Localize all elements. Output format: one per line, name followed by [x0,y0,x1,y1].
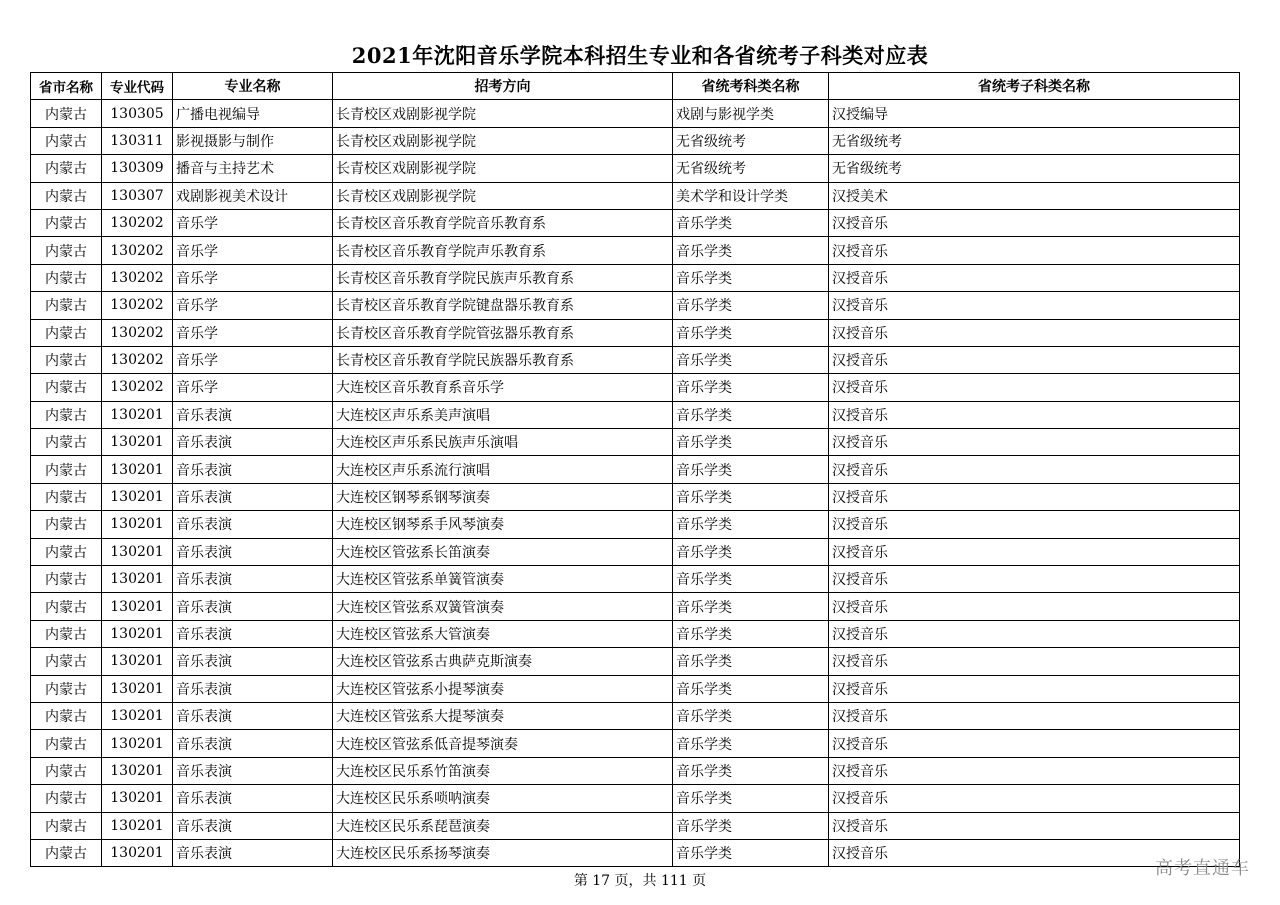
major-name-cell: 音乐表演 [173,785,333,812]
province-cell: 内蒙古 [31,593,102,620]
table-row [31,511,1240,538]
table-row [31,100,1240,127]
exam-subcategory-cell: 汉授音乐 [829,702,1240,729]
table-row [31,155,1240,182]
major-code-cell: 130202 [102,264,173,291]
major-code-cell: 130201 [102,401,173,428]
major-code-cell: 130309 [102,155,173,182]
direction-cell: 大连校区管弦系双簧管演奏 [333,593,673,620]
major-name-cell: 广播电视编导 [173,100,333,127]
direction-cell: 长青校区戏剧影视学院 [333,127,673,154]
major-code-cell: 130202 [102,346,173,373]
major-code-cell: 130201 [102,812,173,839]
admissions-table [30,72,1240,867]
major-code-cell: 130201 [102,483,173,510]
table-row [31,401,1240,428]
major-name-cell: 音乐学 [173,319,333,346]
province-cell: 内蒙古 [31,456,102,483]
table-row [31,182,1240,209]
header-exam-subcategory: 省统考子科类名称 [829,73,1240,100]
exam-category-cell: 音乐学类 [673,237,829,264]
exam-category-cell: 音乐学类 [673,401,829,428]
major-code-cell: 130201 [102,757,173,784]
exam-category-cell: 音乐学类 [673,429,829,456]
major-code-cell: 130201 [102,566,173,593]
table-row [31,702,1240,729]
province-cell: 内蒙古 [31,812,102,839]
direction-cell: 大连校区民乐系扬琴演奏 [333,839,673,866]
province-cell: 内蒙古 [31,401,102,428]
major-name-cell: 播音与主持艺术 [173,155,333,182]
exam-subcategory-cell: 汉授音乐 [829,730,1240,757]
exam-subcategory-cell: 汉授音乐 [829,675,1240,702]
province-cell: 内蒙古 [31,346,102,373]
province-cell: 内蒙古 [31,648,102,675]
table-row [31,429,1240,456]
major-code-cell: 130201 [102,785,173,812]
exam-subcategory-cell: 汉授美术 [829,182,1240,209]
major-name-cell: 影视摄影与制作 [173,127,333,154]
direction-cell: 长青校区音乐教育学院民族声乐教育系 [333,264,673,291]
exam-subcategory-cell: 汉授音乐 [829,456,1240,483]
exam-subcategory-cell: 汉授音乐 [829,757,1240,784]
major-code-cell: 130201 [102,702,173,729]
table-row [31,593,1240,620]
exam-category-cell: 音乐学类 [673,812,829,839]
table-body [31,100,1240,867]
direction-cell: 大连校区管弦系低音提琴演奏 [333,730,673,757]
major-code-cell: 130202 [102,319,173,346]
exam-subcategory-cell: 汉授音乐 [829,785,1240,812]
major-code-cell: 130201 [102,620,173,647]
province-cell: 内蒙古 [31,675,102,702]
document-title: 2021年沈阳音乐学院本科招生专业和各省统考子科类对应表 [351,43,929,68]
major-name-cell: 音乐学 [173,237,333,264]
exam-category-cell: 音乐学类 [673,319,829,346]
province-cell: 内蒙古 [31,702,102,729]
exam-category-cell: 音乐学类 [673,374,829,401]
province-cell: 内蒙古 [31,757,102,784]
exam-subcategory-cell: 汉授音乐 [829,237,1240,264]
direction-cell: 长青校区音乐教育学院键盘器乐教育系 [333,292,673,319]
direction-cell: 大连校区管弦系单簧管演奏 [333,566,673,593]
major-name-cell: 音乐表演 [173,730,333,757]
major-name-cell: 音乐表演 [173,593,333,620]
exam-subcategory-cell: 无省级统考 [829,155,1240,182]
province-cell: 内蒙古 [31,483,102,510]
exam-category-cell: 音乐学类 [673,839,829,866]
exam-category-cell: 音乐学类 [673,675,829,702]
table-row [31,209,1240,236]
exam-subcategory-cell: 汉授音乐 [829,511,1240,538]
province-cell: 内蒙古 [31,237,102,264]
major-code-cell: 130201 [102,675,173,702]
province-cell: 内蒙古 [31,127,102,154]
header-major-name: 专业名称 [173,73,333,100]
table-row [31,264,1240,291]
exam-subcategory-cell: 汉授音乐 [829,429,1240,456]
major-name-cell: 音乐学 [173,346,333,373]
direction-cell: 大连校区管弦系长笛演奏 [333,538,673,565]
major-code-cell: 130201 [102,511,173,538]
province-cell: 内蒙古 [31,182,102,209]
province-cell: 内蒙古 [31,839,102,866]
major-name-cell: 音乐表演 [173,483,333,510]
exam-category-cell: 音乐学类 [673,511,829,538]
table-row [31,620,1240,647]
province-cell: 内蒙古 [31,374,102,401]
major-name-cell: 音乐表演 [173,456,333,483]
major-name-cell: 音乐学 [173,209,333,236]
exam-category-cell: 音乐学类 [673,456,829,483]
major-code-cell: 130201 [102,839,173,866]
exam-category-cell: 戏剧与影视学类 [673,100,829,127]
major-name-cell: 音乐表演 [173,648,333,675]
province-cell: 内蒙古 [31,429,102,456]
major-name-cell: 音乐表演 [173,429,333,456]
exam-category-cell: 音乐学类 [673,730,829,757]
table-row [31,346,1240,373]
province-cell: 内蒙古 [31,511,102,538]
table-row [31,127,1240,154]
major-code-cell: 130201 [102,456,173,483]
exam-subcategory-cell: 汉授音乐 [829,264,1240,291]
province-cell: 内蒙古 [31,264,102,291]
header-major-code: 专业代码 [102,73,173,100]
major-code-cell: 130202 [102,374,173,401]
table-row [31,675,1240,702]
exam-subcategory-cell: 汉授音乐 [829,483,1240,510]
major-name-cell: 戏剧影视美术设计 [173,182,333,209]
exam-category-cell: 音乐学类 [673,785,829,812]
direction-cell: 长青校区音乐教育学院民族器乐教育系 [333,346,673,373]
direction-cell: 大连校区民乐系竹笛演奏 [333,757,673,784]
major-code-cell: 130202 [102,292,173,319]
table-row [31,237,1240,264]
table-row [31,785,1240,812]
exam-category-cell: 音乐学类 [673,483,829,510]
province-cell: 内蒙古 [31,730,102,757]
major-name-cell: 音乐表演 [173,702,333,729]
direction-cell: 大连校区管弦系小提琴演奏 [333,675,673,702]
major-code-cell: 130305 [102,100,173,127]
province-cell: 内蒙古 [31,155,102,182]
major-code-cell: 130307 [102,182,173,209]
exam-subcategory-cell: 汉授音乐 [829,374,1240,401]
province-cell: 内蒙古 [31,566,102,593]
table-row [31,319,1240,346]
exam-category-cell: 音乐学类 [673,538,829,565]
direction-cell: 大连校区民乐系唢呐演奏 [333,785,673,812]
exam-subcategory-cell: 汉授音乐 [829,593,1240,620]
province-cell: 内蒙古 [31,538,102,565]
direction-cell: 长青校区戏剧影视学院 [333,182,673,209]
major-code-cell: 130201 [102,593,173,620]
exam-subcategory-cell: 汉授音乐 [829,401,1240,428]
table-row [31,648,1240,675]
table-row [31,812,1240,839]
table-header-row [31,73,1240,100]
exam-category-cell: 音乐学类 [673,292,829,319]
exam-subcategory-cell: 汉授音乐 [829,209,1240,236]
direction-cell: 大连校区管弦系大管演奏 [333,620,673,647]
province-cell: 内蒙古 [31,319,102,346]
direction-cell: 长青校区音乐教育学院音乐教育系 [333,209,673,236]
direction-cell: 大连校区音乐教育系音乐学 [333,374,673,401]
exam-category-cell: 无省级统考 [673,127,829,154]
major-name-cell: 音乐学 [173,264,333,291]
direction-cell: 长青校区音乐教育学院声乐教育系 [333,237,673,264]
exam-subcategory-cell: 无省级统考 [829,127,1240,154]
exam-category-cell: 音乐学类 [673,648,829,675]
exam-subcategory-cell: 汉授音乐 [829,538,1240,565]
exam-category-cell: 音乐学类 [673,757,829,784]
exam-category-cell: 音乐学类 [673,209,829,236]
exam-category-cell: 音乐学类 [673,620,829,647]
exam-category-cell: 无省级统考 [673,155,829,182]
province-cell: 内蒙古 [31,785,102,812]
major-code-cell: 130201 [102,538,173,565]
table-row [31,730,1240,757]
direction-cell: 大连校区民乐系琵琶演奏 [333,812,673,839]
exam-subcategory-cell: 汉授音乐 [829,648,1240,675]
table-row [31,292,1240,319]
major-name-cell: 音乐学 [173,292,333,319]
major-name-cell: 音乐表演 [173,566,333,593]
table-row [31,538,1240,565]
exam-subcategory-cell: 汉授音乐 [829,292,1240,319]
exam-category-cell: 音乐学类 [673,593,829,620]
major-name-cell: 音乐表演 [173,812,333,839]
table-row [31,757,1240,784]
table-row [31,483,1240,510]
exam-category-cell: 音乐学类 [673,264,829,291]
major-name-cell: 音乐表演 [173,620,333,647]
header-exam-category: 省统考科类名称 [673,73,829,100]
major-name-cell: 音乐表演 [173,757,333,784]
exam-category-cell: 音乐学类 [673,702,829,729]
direction-cell: 大连校区钢琴系手风琴演奏 [333,511,673,538]
major-name-cell: 音乐学 [173,374,333,401]
province-cell: 内蒙古 [31,209,102,236]
exam-subcategory-cell: 汉授编导 [829,100,1240,127]
major-code-cell: 130202 [102,237,173,264]
major-code-cell: 130201 [102,730,173,757]
direction-cell: 大连校区钢琴系钢琴演奏 [333,483,673,510]
province-cell: 内蒙古 [31,100,102,127]
page-number: 第 17 页，共 111 页 [573,873,707,889]
exam-category-cell: 音乐学类 [673,566,829,593]
table-row [31,374,1240,401]
province-cell: 内蒙古 [31,292,102,319]
exam-subcategory-cell: 汉授音乐 [829,319,1240,346]
major-code-cell: 130311 [102,127,173,154]
direction-cell: 大连校区声乐系民族声乐演唱 [333,429,673,456]
table-row [31,566,1240,593]
exam-subcategory-cell: 汉授音乐 [829,839,1240,866]
header-province: 省市名称 [31,73,102,100]
direction-cell: 长青校区戏剧影视学院 [333,155,673,182]
exam-subcategory-cell: 汉授音乐 [829,620,1240,647]
header-direction: 招考方向 [333,73,673,100]
major-name-cell: 音乐表演 [173,538,333,565]
major-name-cell: 音乐表演 [173,511,333,538]
exam-subcategory-cell: 汉授音乐 [829,346,1240,373]
direction-cell: 大连校区声乐系流行演唱 [333,456,673,483]
direction-cell: 大连校区管弦系古典萨克斯演奏 [333,648,673,675]
major-name-cell: 音乐表演 [173,401,333,428]
direction-cell: 大连校区声乐系美声演唱 [333,401,673,428]
major-code-cell: 130202 [102,209,173,236]
watermark: 高考直通车 [1155,858,1250,879]
major-name-cell: 音乐表演 [173,839,333,866]
table-row [31,456,1240,483]
exam-category-cell: 音乐学类 [673,346,829,373]
table-row [31,839,1240,866]
direction-cell: 长青校区戏剧影视学院 [333,100,673,127]
exam-category-cell: 美术学和设计学类 [673,182,829,209]
major-code-cell: 130201 [102,648,173,675]
direction-cell: 大连校区管弦系大提琴演奏 [333,702,673,729]
major-code-cell: 130201 [102,429,173,456]
exam-subcategory-cell: 汉授音乐 [829,812,1240,839]
direction-cell: 长青校区音乐教育学院管弦器乐教育系 [333,319,673,346]
exam-subcategory-cell: 汉授音乐 [829,566,1240,593]
major-name-cell: 音乐表演 [173,675,333,702]
province-cell: 内蒙古 [31,620,102,647]
